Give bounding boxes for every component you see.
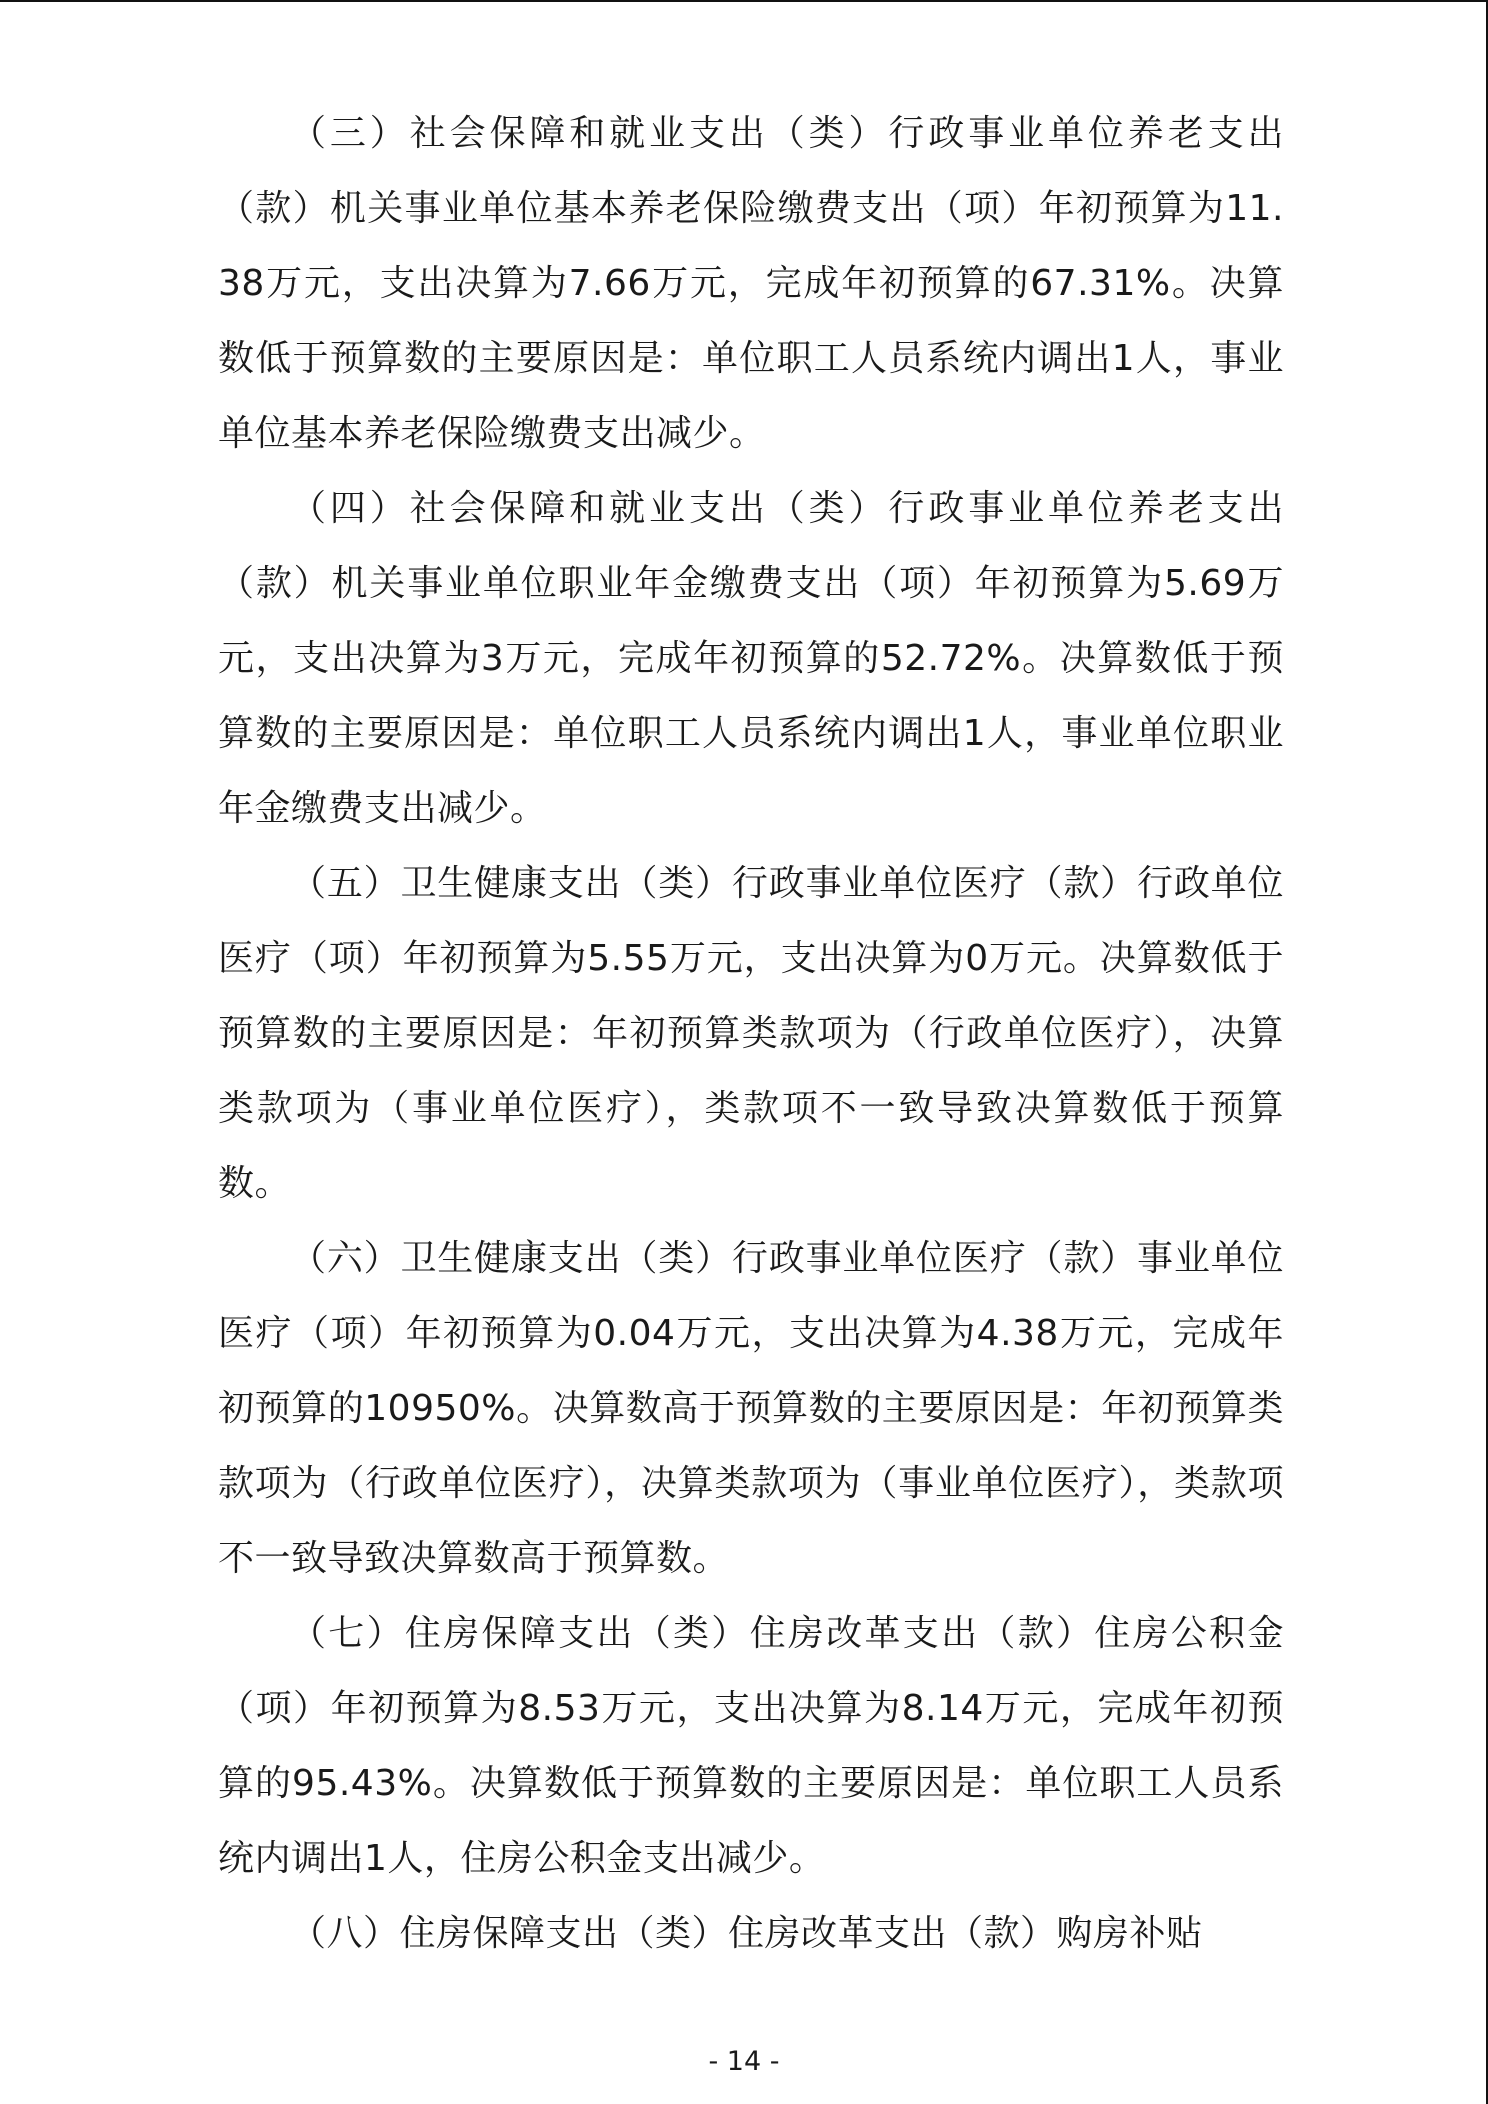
page-number: - 14 - xyxy=(708,2046,780,2077)
page-border-top xyxy=(0,0,1488,2)
paragraph-6: （六）卫生健康支出（类）行政事业单位医疗（款）事业单位医疗（项）年初预算为0.04万元，支出决算为4.38万元，完成年初预算的10950%。决算数高于预算数的主要原因是：年初预算类款项为（行政单位医疗），决算类款项为（事业单位医疗），类款项不一致导致决算数高于预算数。 xyxy=(218,1238,1284,1579)
paragraph-7: （七）住房保障支出（类）住房改革支出（款）住房公积金（项）年初预算为8.53万元，支出决算为8.14万元，完成年初预算的95.43%。决算数低于预算数的主要原因是：单位职工人员系统内调出1人，住房公积金支出减少。 xyxy=(218,1613,1284,1879)
document-body xyxy=(218,96,1284,1971)
paragraph-8: （八）住房保障支出（类）住房改革支出（款）购房补贴 xyxy=(290,1913,1203,1954)
paragraph-4: （四）社会保障和就业支出（类）行政事业单位养老支出（款）机关事业单位职业年金缴费支出（项）年初预算为5.69万元，支出决算为3万元，完成年初预算的52.72%。决算数低于预算数的主要原因是：单位职工人员系统内调出1人，事业单位职业年金缴费支出减少。 xyxy=(218,488,1284,829)
paragraph-3: （三）社会保障和就业支出（类）行政事业单位养老支出（款）机关事业单位基本养老保险缴费支出（项）年初预算为11.38万元，支出决算为7.66万元，完成年初预算的67.31%。决算数低于预算数的主要原因是：单位职工人员系统内调出1人，事业单位基本养老保险缴费支出减少。 xyxy=(218,113,1284,454)
paragraph-5: （五）卫生健康支出（类）行政事业单位医疗（款）行政单位医疗（项）年初预算为5.55万元，支出决算为0万元。决算数低于预算数的主要原因是：年初预算类款项为（行政单位医疗），决算类款项为（事业单位医疗），类款项不一致导致决算数低于预算数。 xyxy=(218,863,1284,1204)
